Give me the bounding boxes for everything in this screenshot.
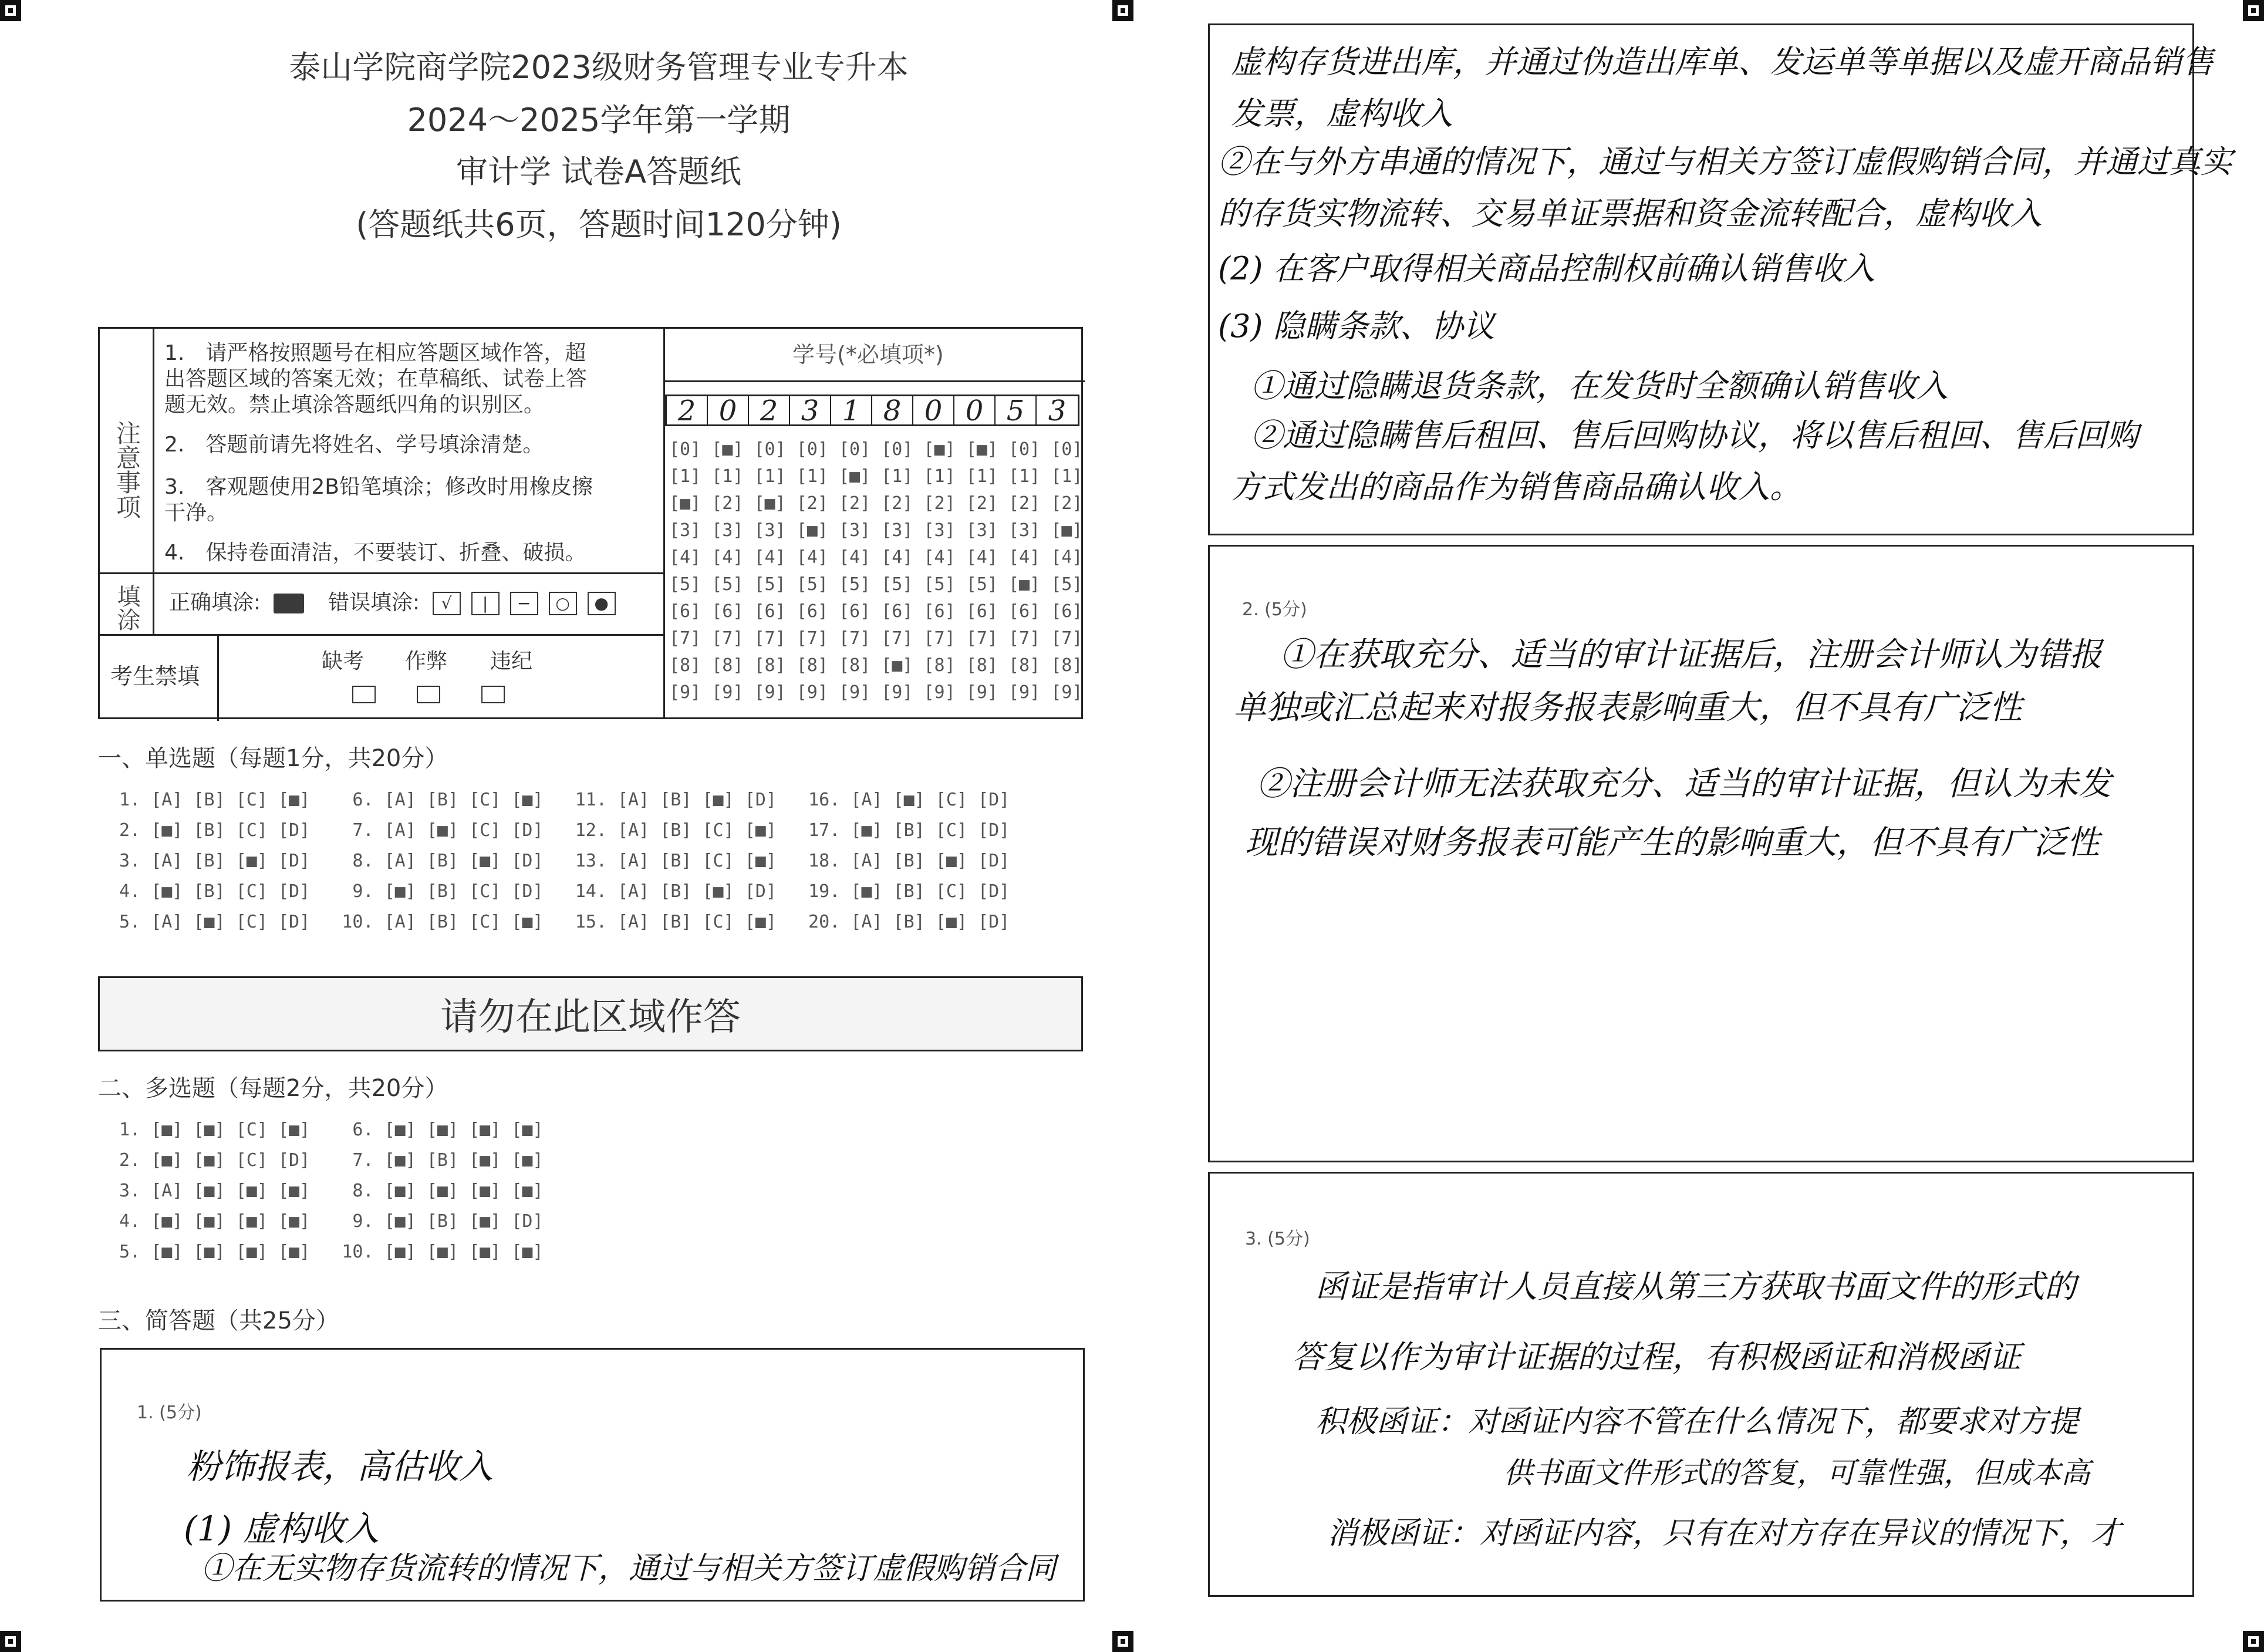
q1-cont-line-2: 发票，虚构收入 [1231,95,1453,132]
notice-item-4: 4. 保持卷面清洁，不要装订、折叠、破损。 [164,541,586,565]
student-id-bubble-row-5[interactable]: [5] [5] [5] [5] [5] [5] [5] [5] [■] [5] [669,574,1083,595]
answer-box-q1-continued[interactable] [1208,23,2232,535]
student-id-digit: 0 [913,396,954,424]
q2-line-2: 单独或汇总起来对报务报表影响重大，但不具有广泛性 [1233,689,2022,727]
corner-marker-bottom-middle [1112,1631,1133,1652]
q1-score: 1. (5分) [137,1402,202,1423]
single-choice-row-2[interactable]: 2. [■] [B] [C] [D] 7. [A] [■] [C] [D] 12. [A] [B] [C] [■] 17. [■] [B] [C] [D] [109,820,1010,841]
student-id-bubble-row-0[interactable]: [0] [■] [0] [0] [0] [0] [■] [■] [0] [0] [669,439,1083,460]
q1-cont-line-8: ②通过隐瞒售后租回、售后回购协议，将以售后租回、售后回购 [1251,417,2138,454]
wrong-fill-dot: ● [588,592,616,615]
notice-item-1c: 题无效。禁止填涂答题纸四角的识别区。 [164,393,545,417]
wrong-fill-dash: − [510,592,538,615]
q3-line-4: 供书面文件形式的答复，可靠性强，但成本高 [1503,1456,2090,1490]
student-id-label: 学号(*必填项*) [792,342,944,368]
q2-score: 2. (5分) [1242,599,1307,620]
single-choice-row-5[interactable]: 5. [A] [■] [C] [D] 10. [A] [B] [C] [■] 15. [A] [B] [C] [■] 20. [A] [B] [■] [D] [109,912,1010,932]
notice-side-label: 注意事项 [113,420,141,519]
q1-cont-line-7: ①通过隐瞒退货条款，在发货时全额确认销售收入 [1251,368,1948,404]
multi-choice-row-1[interactable]: 1. [■] [■] [C] [■] 6. [■] [■] [■] [■] [109,1120,544,1140]
student-id-digit: 8 [872,396,913,424]
q3-score: 3. (5分) [1245,1229,1310,1249]
q1-cont-line-3: ②在与外方串通的情况下，通过与相关方签订虚假购销合同，并通过真实 [1218,143,2232,180]
correct-fill-label: 正确填涂: 错误填涂: √ | − ○ ● [169,590,626,616]
student-id-bubble-row-3[interactable]: [3] [3] [3] [■] [3] [3] [3] [3] [3] [■] [669,520,1083,541]
student-id-digit: 2 [749,396,790,424]
q1-cont-line-9: 方式发出的商品作为销售商品确认收入。 [1231,468,1801,505]
short-answer-title: 三、简答题（共25分） [98,1307,339,1334]
q1-cont-line-1: 虚构存货进出库，并通过伪造出库单、发运单等单据以及虚开商品销售 [1231,43,2214,80]
student-id-digit: 3 [1048,395,1067,427]
student-id-bubble-row-1[interactable]: [1] [1] [1] [1] [■] [1] [1] [1] [1] [1] [669,466,1083,487]
student-id-digit: 2 [667,396,708,424]
multi-choice-row-5[interactable]: 5. [■] [■] [■] [■] 10. [■] [■] [■] [■] [109,1242,544,1262]
corner-marker-top-right [2243,0,2264,21]
notice-item-2: 2. 答题前请先将姓名、学号填涂清楚。 [164,433,544,457]
student-id-digit: 0 [954,396,996,424]
exam-title-line1: 泰山学院商学院2023级财务管理专业专升本 [289,49,909,86]
notice-item-1b: 出答题区域的答案无效；在草稿纸、试卷上答 [164,367,588,391]
student-id-bubble-row-9[interactable]: [9] [9] [9] [9] [9] [9] [9] [9] [9] [9] [669,682,1083,703]
student-id-bubble-row-6[interactable]: [6] [6] [6] [6] [6] [6] [6] [6] [6] [6] [669,601,1083,622]
wrong-fill-check: √ [433,592,461,615]
answer-box-q1[interactable] [100,1348,1085,1602]
q3-line-5: 消极函证：对函证内容，只有在对方存在异议的情况下，才 [1327,1516,2121,1551]
student-id-bubble-row-2[interactable]: [■] [2] [■] [2] [2] [2] [2] [2] [2] [2] [669,493,1083,514]
no-answer-zone [98,976,1083,1051]
forbid-cheat-box[interactable] [417,686,440,703]
student-id-digit: 5 [996,396,1037,424]
q3-line-3: 积极函证：对函证内容不管在什么情况下，都要求对方提 [1315,1404,2079,1439]
q1-cont-line-6: (3) 隐瞒条款、协议 [1218,308,1495,345]
q3-line-2: 答复以作为审计证据的过程，有积极函证和消极函证 [1292,1339,2021,1375]
answer-box-q2[interactable] [1208,545,2194,1162]
multi-choice-row-4[interactable]: 4. [■] [■] [■] [■] 9. [■] [B] [■] [D] [109,1211,544,1232]
fill-label: 填涂 [113,584,140,631]
q2-line-4: 现的错误对财务报表可能产生的影响重大，但不具有广泛性 [1245,824,2100,862]
exam-title-line4: (答题纸共6页，答题时间120分钟) [356,206,842,243]
q1-cont-line-5: (2) 在客户取得相关商品控制权前确认销售收入 [1218,250,1875,287]
correct-fill-sample [274,594,304,613]
forbid-violation-label: 违纪 [490,649,533,673]
student-id-bubble-row-7[interactable]: [7] [7] [7] [7] [7] [7] [7] [7] [7] [7] [669,628,1083,649]
corner-marker-top-left [0,0,21,21]
notice-item-3a: 3. 客观题使用2B铅笔填涂；修改时用橡皮擦 [164,475,593,499]
q2-line-3: ②注册会计师无法获取充分、适当的审计证据，但认为未发 [1257,765,2111,803]
corner-marker-bottom-right [2243,1631,2264,1652]
student-id-digit: 0 [708,396,749,424]
q3-line-1: 函证是指审计人员直接从第三方获取书面文件的形式的 [1315,1268,2076,1305]
exam-title-line3: 审计学 试卷A答题纸 [456,153,742,190]
q2-line-1: ①在获取充分、适当的审计证据后，注册会计师认为错报 [1280,636,2102,674]
multi-choice-title: 二、多选题（每题2分，共20分） [98,1075,448,1102]
q1-line-1: 粉饰报表，高估收入 [187,1447,494,1486]
answer-box-q3[interactable] [1208,1172,2194,1597]
student-id-digit: 3 [790,396,831,424]
student-id-bubble-row-4[interactable]: [4] [4] [4] [4] [4] [4] [4] [4] [4] [4] [669,547,1083,568]
notice-item-1a: 1. 请严格按照题号在相应答题区域作答，超 [164,341,586,365]
q1-line-2: (1) 虚构收入 [184,1509,379,1549]
forbid-absent-label: 缺考 [322,649,365,673]
single-choice-title: 一、单选题（每题1分，共20分） [98,745,448,772]
wrong-fill-bar: | [471,592,500,615]
multi-choice-row-3[interactable]: 3. [A] [■] [■] [■] 8. [■] [■] [■] [■] [109,1181,544,1201]
multi-choice-row-2[interactable]: 2. [■] [■] [C] [D] 7. [■] [B] [■] [■] [109,1150,544,1171]
single-choice-row-4[interactable]: 4. [■] [B] [C] [D] 9. [■] [B] [C] [D] 14. [A] [B] [■] [D] 19. [■] [B] [C] [D] [109,881,1010,902]
corner-marker-top-middle [1112,0,1133,21]
student-id-digits [665,395,1079,426]
single-choice-row-1[interactable]: 1. [A] [B] [C] [■] 6. [A] [B] [C] [■] 11. [A] [B] [■] [D] 16. [A] [■] [C] [D] [109,790,1010,810]
q1-cont-line-4: 的存货实物流转、交易单证票据和资金流转配合，虚构收入 [1218,195,2042,232]
q1-line-3: ①在无实物存货流转的情况下，通过与相关方签订虚假购销合同 [201,1551,1057,1586]
wrong-fill-circle: ○ [549,592,577,615]
notice-item-3b: 干净。 [164,501,228,525]
no-answer-zone-label: 请勿在此区域作答 [440,996,741,1039]
student-forbid-label: 考生禁填 [110,663,200,689]
student-id-digit: 1 [831,396,872,424]
corner-marker-bottom-left [0,1631,21,1652]
exam-title-line2: 2024～2025学年第一学期 [407,102,791,139]
forbid-cheat-label: 作弊 [405,649,448,673]
forbid-violation-box[interactable] [481,686,505,703]
student-id-bubble-row-8[interactable]: [8] [8] [8] [8] [8] [■] [8] [8] [8] [8] [669,655,1083,676]
forbid-absent-box[interactable] [352,686,376,703]
single-choice-row-3[interactable]: 3. [A] [B] [■] [D] 8. [A] [B] [■] [D] 13. [A] [B] [C] [■] 18. [A] [B] [■] [D] [109,851,1010,871]
